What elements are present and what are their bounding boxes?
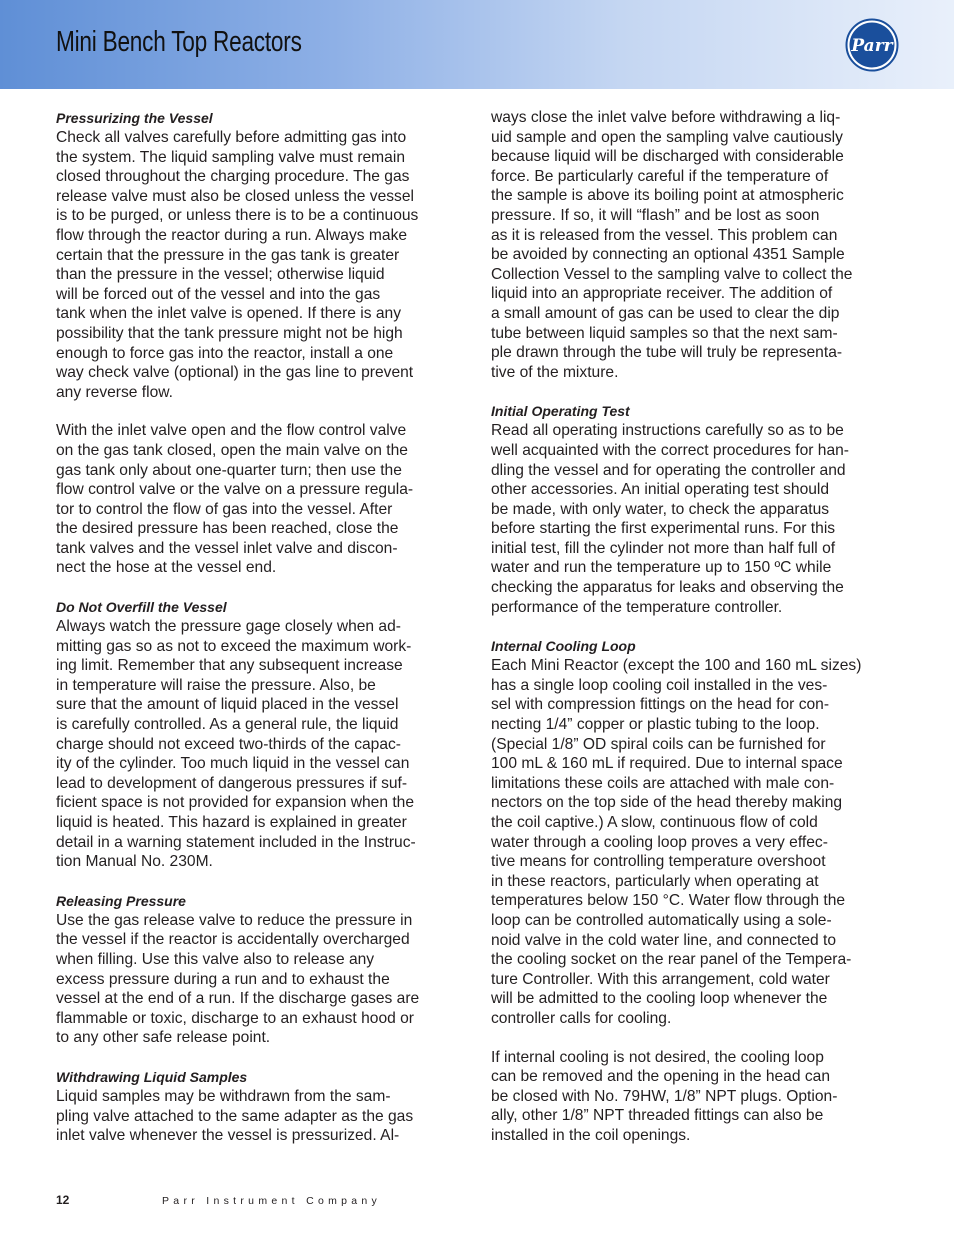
body-text-line: pling valve attached to the same adapter as the gas xyxy=(56,1107,414,1125)
parr-logo-icon xyxy=(845,18,899,72)
body-text-line: necting 1/4” copper or plastic tubing to the loop. xyxy=(491,716,820,734)
body-text-line: to any other safe release point. xyxy=(56,1029,271,1047)
body-text-line: in these reactors, particularly when operating at xyxy=(491,872,819,890)
section-heading: Releasing Pressure xyxy=(56,892,186,909)
body-text-line: when filling. Use this valve also to release any xyxy=(56,950,375,968)
body-text-line: possibility that the tank pressure might not be high xyxy=(56,324,403,342)
body-text-line: nectors on the top side of the head thereby making xyxy=(491,794,843,812)
body-text-line: force. Be particularly careful if the temperature of xyxy=(491,167,829,185)
body-text-line: ture Controller. With this arrangement, cold water xyxy=(491,970,830,988)
body-text-line: is to be purged, or unless there is to be a continuous xyxy=(56,207,419,225)
body-text-line: tube between liquid samples so that the next sam- xyxy=(491,324,838,342)
right-column xyxy=(491,108,901,1165)
body-text-line: excess pressure during a run and to exhaust the xyxy=(56,970,390,988)
body-text-line: liquid into an appropriate receiver. The addition of xyxy=(491,285,833,303)
section-heading: Internal Cooling Loop xyxy=(491,638,636,655)
text-section xyxy=(491,401,901,617)
body-text-line: enough to force gas into the reactor, install a one xyxy=(56,344,394,362)
section-heading: Withdrawing Liquid Samples xyxy=(56,1068,248,1085)
body-text-line: before starting the first experimental runs. For this xyxy=(491,520,836,538)
body-text-line: a small amount of gas can be used to clear the dip xyxy=(491,304,840,322)
body-text-line: installed in the coil openings. xyxy=(491,1126,691,1144)
body-text-line: ple drawn through the tube will truly be representa- xyxy=(491,344,843,362)
body-text-line: ally, other 1/8” NPT threaded fittings can also be xyxy=(491,1107,824,1125)
body-text-line: the sample is above its boiling point at atmospheric xyxy=(491,187,844,205)
page-footer xyxy=(56,1193,381,1209)
body-text-line: the desired pressure has been reached, close the xyxy=(56,520,399,538)
page-header xyxy=(0,0,954,89)
body-text-line: can be removed and the opening in the head can xyxy=(491,1068,830,1086)
body-text-line: any reverse flow. xyxy=(56,383,174,401)
body-text-line: Liquid samples may be withdrawn from the sam- xyxy=(56,1087,391,1105)
body-text-line: flammable or toxic, discharge to an exhaust hood or xyxy=(56,1009,414,1027)
text-section xyxy=(56,891,466,1048)
body-text-line: Read all operating instructions carefully so as to be xyxy=(491,422,844,440)
body-text-line: pressure. If so, it will “flash” and be lost as soon xyxy=(491,206,820,224)
body-text-line: be made, with only water, to check the apparatus xyxy=(491,500,830,518)
body-text-line: noid valve in the cold water line, and connected to xyxy=(491,931,837,949)
text-section xyxy=(56,1067,466,1146)
body-text-line: because liquid will be discharged with considerable xyxy=(491,148,844,166)
body-text-line: well acquainted with the correct procedures for han- xyxy=(491,441,849,459)
body-text-line: inlet valve whenever the vessel is pressurized. Al- xyxy=(56,1127,400,1145)
text-section xyxy=(56,108,466,402)
body-text-line: Collection Vessel to the sampling valve to collect the xyxy=(491,265,853,283)
body-text-line: dling the vessel and for operating the controller and xyxy=(491,461,846,479)
body-text-line: Always watch the pressure gage closely when ad- xyxy=(56,618,401,636)
body-text-line: tank when the inlet valve is opened. If there is any xyxy=(56,305,402,323)
body-text-line: release valve must also be closed unless the vessel xyxy=(56,187,414,205)
body-text-line: the cooling socket on the rear panel of the Tempera- xyxy=(491,951,852,969)
body-text-line: the system. The liquid sampling valve must remain xyxy=(56,148,405,166)
body-text-line: ity of the cylinder. Too much liquid in the vessel can xyxy=(56,755,410,773)
body-text-line: tion Manual No. 230M. xyxy=(56,853,213,871)
body-text-line: lead to development of dangerous pressures if suf- xyxy=(56,774,408,792)
page-number: 12 xyxy=(56,1193,70,1207)
body-text-line: ing limit. Remember that any subsequent increase xyxy=(56,657,403,675)
body-text-line: has a single loop cooling coil installed in the ves- xyxy=(491,676,828,694)
body-text-line: sure that the amount of liquid placed in the vessel xyxy=(56,696,399,714)
body-text-line: flow through the reactor during a run. Always make xyxy=(56,226,408,244)
text-section xyxy=(491,636,901,1028)
body-text-line: certain that the pressure in the gas tank is greater xyxy=(56,246,400,264)
body-text-line: is carefully controlled. As a general rule, the liquid xyxy=(56,716,399,734)
body-text-line: will be admitted to the cooling loop whenever the xyxy=(491,990,828,1008)
text-section xyxy=(56,421,466,578)
body-text-line: closed throughout the charging procedure. The gas xyxy=(56,168,410,186)
body-text-line: flow control valve or the valve on a pressure regula- xyxy=(56,481,414,499)
body-text-line: liquid is heated. This hazard is explained in greater xyxy=(56,814,407,831)
body-text-line: be avoided by connecting an optional 4351 Sample xyxy=(491,246,845,264)
body-text-line: ficient space is not provided for expansion when the xyxy=(56,794,415,812)
text-section xyxy=(491,108,901,382)
body-text-line: as it is released from the vessel. This problem can xyxy=(491,226,838,244)
text-section xyxy=(56,597,466,872)
section-heading: Initial Operating Test xyxy=(491,403,630,420)
body-text-line: be closed with No. 79HW, 1/8” NPT plugs. Option- xyxy=(491,1087,838,1105)
body-text-line: checking the apparatus for leaks and observing the xyxy=(491,579,844,597)
left-column xyxy=(56,108,466,1165)
body-text-line: uid sample and open the sampling valve cautiously xyxy=(491,128,843,146)
section-heading: Do Not Overfill the Vessel xyxy=(56,599,227,616)
body-text-line: on the gas tank closed, open the main valve on the xyxy=(56,441,408,459)
body-text-line: 100 mL & 160 mL if required. Due to internal space xyxy=(491,755,843,773)
body-text-line: vessel at the end of a run. If the discharge gases are xyxy=(56,990,420,1008)
body-text-line: than the pressure in the vessel; otherwise liquid xyxy=(56,266,385,284)
page-title: Mini Bench Top Reactors xyxy=(56,26,302,58)
body-text-line: tor to control the flow of gas into the vessel. After xyxy=(56,500,393,518)
body-text-line: will be forced out of the vessel and into the gas xyxy=(56,285,381,303)
body-text-line: other accessories. An initial operating test should xyxy=(491,481,830,499)
body-text-line: Each Mini Reactor (except the 100 and 160 mL sizes) xyxy=(491,657,862,675)
body-text-line: Use the gas release valve to reduce the pressure in xyxy=(56,911,413,929)
logo-wordmark: Parr xyxy=(851,36,893,56)
body-text-line: temperatures below 150 °C. Water flow through the xyxy=(491,892,846,910)
body-text-line: in temperature will raise the pressure. Also, be xyxy=(56,676,376,694)
body-text-line: detail in a warning statement included in the Instruc- xyxy=(56,833,416,851)
footer-company-name: Parr Instrument Company xyxy=(162,1195,382,1207)
body-text-line: If internal cooling is not desired, the cooling loop xyxy=(491,1048,824,1066)
body-text-line: mitting gas so as not to exceed the maximum work- xyxy=(56,637,412,655)
body-text-line: controller calls for cooling. xyxy=(491,1009,672,1027)
body-text-line: ways close the inlet valve before withdrawing a liq- xyxy=(491,109,841,126)
body-text-line: water through a cooling loop proves a very effec- xyxy=(491,833,828,851)
body-text-line: charge should not exceed two-thirds of the capac- xyxy=(56,735,401,753)
body-text-line: limitations these coils are attached with male con- xyxy=(491,774,835,792)
body-text-line: With the inlet valve open and the flow control valve xyxy=(56,422,407,440)
section-heading: Pressurizing the Vessel xyxy=(56,110,213,126)
body-text-line: tive means for controlling temperature overshoot xyxy=(491,853,826,871)
body-text-line: nect the hose at the vessel end. xyxy=(56,559,277,577)
body-text-line: loop can be controlled automatically using a sole- xyxy=(491,911,832,929)
body-text-line: the vessel if the reactor is accidentally overcharged xyxy=(56,931,410,949)
body-text-line: Check all valves carefully before admitting gas into xyxy=(56,129,407,146)
body-text-line: tank valves and the vessel inlet valve and discon- xyxy=(56,539,398,557)
body-text-line: (Special 1/8” OD spiral coils can be furnished for xyxy=(491,735,826,753)
body-text-line: the coil captive.) A slow, continuous flow of cold xyxy=(491,814,818,831)
body-text-line: performance of the temperature controller. xyxy=(491,598,783,616)
body-text-line: gas tank only about one-quarter turn; then use the xyxy=(56,461,402,479)
body-text-line: water and run the temperature up to 150 ºC while xyxy=(491,559,832,577)
body-text-line: tive of the mixture. xyxy=(491,363,619,381)
body-text-line: initial test, fill the cylinder not more than half full of xyxy=(491,539,836,557)
body-text-line: way check valve (optional) in the gas line to prevent xyxy=(56,364,414,382)
text-section xyxy=(491,1048,901,1146)
body-text-line: sel with compression fittings on the head for con- xyxy=(491,696,830,714)
